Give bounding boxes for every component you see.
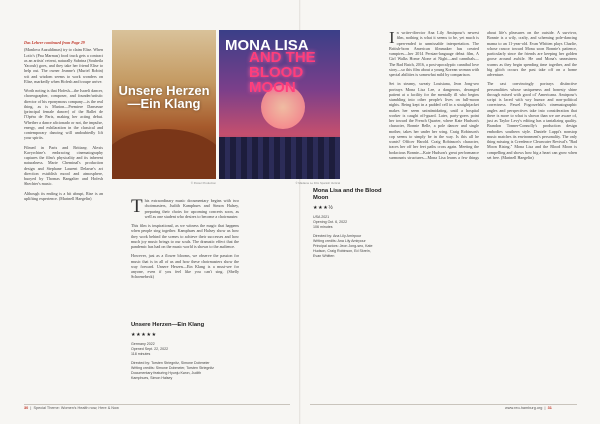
detail-line: USA 2021 [313, 215, 330, 219]
detail-line: 106 minutes [313, 225, 333, 229]
detail-line: Principal actors: Jeon Jong-seo, Kate [313, 244, 373, 248]
mona-lisa-poster [219, 30, 340, 179]
paragraph: (Manlova Auzuldimas) try to claim Elise. When Lotic's (Pau Marmas) food truck gets a contract as an artists' retreat, naturally Sabrina (Souheila Yacoub) goes, and they take her friend Elise to help out. The owner Jeanne's (Muriel Robin) wit and wisdom seems to work wonders on Elise, markedly when Hofesh and troupe arrive. [24, 47, 103, 84]
film-details [313, 215, 383, 259]
poster-title-line1: MONA LISA [225, 37, 309, 54]
paragraph: This film is inspirational, as we witness the magic that happens when people sing together. Kamphues and Halsey show us how they work behind the scenes to achieve their successes and how much joy music brings to our souls. The dramatic effect that the pandemic has had on the music world is shown to the audience. [131, 223, 239, 249]
star-rating: ★★★½ [313, 205, 334, 211]
detail-line: Germany 2022 [131, 342, 155, 346]
detail-line: Directed by: Ana Lily Amirpour [313, 234, 362, 238]
poster-landscape [112, 129, 216, 179]
drop-cap: T [131, 198, 143, 217]
city-skyline [219, 137, 340, 179]
photo-credit: © Poster Production [190, 181, 216, 185]
paragraph: his extraordinary music documentary begins with two choirmasters, Judith Kamphues and Simon Halsey, preparing their choirs for upcoming concerts soon, as well as one student who desires to become a choirmaster. [144, 198, 239, 219]
footer-left: 30 | Special Theme: Women's Health now, Here & Now [24, 406, 119, 410]
photo-credit: © Madame Le Film Spanish Vertical [295, 181, 340, 185]
paragraph: The cast convincingly portrays distinctive personalities whose uniqueness and honesty shine through mixed with good ol' Americana. Amirpour's script is laced with wry humor and non-political correctness. Pawel Pogorzelski's cinematographic angles and perspectives take into consideration that there is more to what is shown than we are aware of, just as Taylor Levy's editing has a tantalizing quality. Brandon Tonner-Connolly's production design embodies southern style. Daniele Luppi's nonstop music matches its environment's personality. The only thing missing is Creedence Clearwater Revival's "Bad Moon Rising." Mona Lisa and the Blood Moon is compelling and shows how big a heart can grow when set free. (Marinell Haegelin) [487, 81, 577, 160]
footer-url[interactable]: www.reo-hamburg.org [505, 406, 543, 410]
detail-line: Writing credits: Simone Dobmeier, Torsten Striegnitz [131, 366, 214, 370]
detail-line: 118 minutes [131, 352, 151, 356]
mona-review-body [389, 30, 577, 402]
footer-left-text: Special Theme: Women's Health now, Here & Now [33, 406, 119, 410]
paragraph: Worth noting is that Hofesh—the Israeli dancer, choreographer, composer, and founder/artistic director of his eponymous company—is the real thing, as is Marion—Premiere Danseuse (principal female dancer) of the Ballet de l'Opéra de Paris, making her acting debut. Whether a dance aficionado or not, the impulse, energy, and exhilaration in the classical and contemporary dancing will undoubtedly lift your spirits. [24, 88, 103, 141]
review-title: Unsere Herzen—Ein Klang [131, 322, 205, 328]
detail-line: Writing credits: Ana Lily Amirpour [313, 239, 366, 243]
paragraph: n writer-director Ana Lily Amirpour's newest film, nothing is what it seems to be, yet much is open-ended to unmissable interpretation. The British-born American filmmaker has created vampires—her 2014 Persian-language debut film, A Girl Walks Home Alone at Night—and cannibals—The Bad Batch, 2016, a post-apocalyptic cannibal love story—so this film about a young Korean woman with special abilities is somewhat mild by comparison. [389, 30, 479, 77]
continued-kicker: Das Lehrer continued from Page 29 [24, 40, 85, 45]
detail-line: Opened Sept. 22, 2022 [131, 347, 169, 351]
poster-title-line2: AND THE BLOOD MOON [249, 49, 316, 96]
unsere-info-box [131, 322, 239, 381]
paragraph: Filmed in Paris and Brittany, Alexis Kavyrchine's embracing cinematography captures the film's physicality and its inherent naturalness. Marie Cheminal's production design and Stephane Laurent Delarue's art direction establish mood and atmosphere, buoyed by Thomas Bangalter and Hofesh Shechter's music. [24, 144, 103, 187]
detail-line: Hudson, Craig Robinson, Ed Skrein, [313, 249, 371, 253]
paragraph: However, just as a flower blooms, we observe the passion for music that is in all of us and how these choirmasters show the way forward. Unsere Herzen—Ein Klang is a must-see for anyone, even if you feel like you can't sing. (Shelly Schoenebeck) [131, 253, 239, 280]
footer-right: www.reo-hamburg.org | 31 [505, 406, 552, 410]
poster-title: Unsere Herzen—Ein Klang [118, 83, 210, 111]
mona-info-box [313, 188, 383, 259]
detail-line: Documentary featuring Hyunju Kwon, Judith [131, 371, 202, 375]
film-details [131, 342, 239, 381]
unsere-herzen-poster [112, 30, 216, 179]
review-title: Mona Lisa and the Blood Moon [313, 188, 382, 201]
left-column-text [24, 40, 103, 402]
page-number-right: 31 [547, 406, 552, 410]
footer-rule-left [24, 404, 290, 405]
drop-cap: I [389, 30, 395, 47]
detail-line: Directed by: Torsten Striegnitz, Simone Dobmeier [131, 361, 210, 365]
paragraph: Although its ending is a bit abrupt, Rise is an uplifting experience. (Marinell Haegelin) [24, 190, 103, 201]
footer-rule-right [310, 404, 577, 405]
page-number-left: 30 [24, 406, 29, 410]
star-rating: ★★★★★ [131, 332, 157, 338]
paragraph: Set in steamy, sweaty Louisiana, Jeon Jong-seo portrays Mona Lisa Lee, a dangerous, deranged patient at a facility for the mentally ill who begins stumbling into other people's lives on full-moon nights. Being kept in a padded cell in a straightjacket makes her seem unintimidating, until a hospital worker is caught off-guard. Later, party-goers point her toward the French Quarter, where Kate Hudson's character, Bonnie Belle, a pole dancer and single mother, takes her under her wing. Craig Robinson's cop seems to simply be in the way. Is this all he wants? Officer Harold. Craig Robinson's character, traces her off her feet paths cross again. Meeting the bodacious Bonnie—Kate Hudson's great performance surmounts structures—Mona Lisa learns a few things about life's pleasures on the outside. A survivor, Bonnie is a wily, crafty, and scheming pole-dancing mama to an 11-year-old. Evan Whitten plays Charlie, whose rancor toward Mona soon Bonnie's patience, particularly since the friends are keeping her golden goose around awhile. He and Mona's uneasiness warms as they begin spending time together, and the big glitch occurs the past take off on a home adventure. [389, 30, 577, 160]
detail-line: Kamphues, Simon Halsey [131, 376, 173, 380]
detail-line: Evan Whitten [313, 254, 335, 258]
detail-line: Opening Oct. 6, 2022 [313, 220, 348, 224]
unsere-review-body [131, 198, 239, 318]
